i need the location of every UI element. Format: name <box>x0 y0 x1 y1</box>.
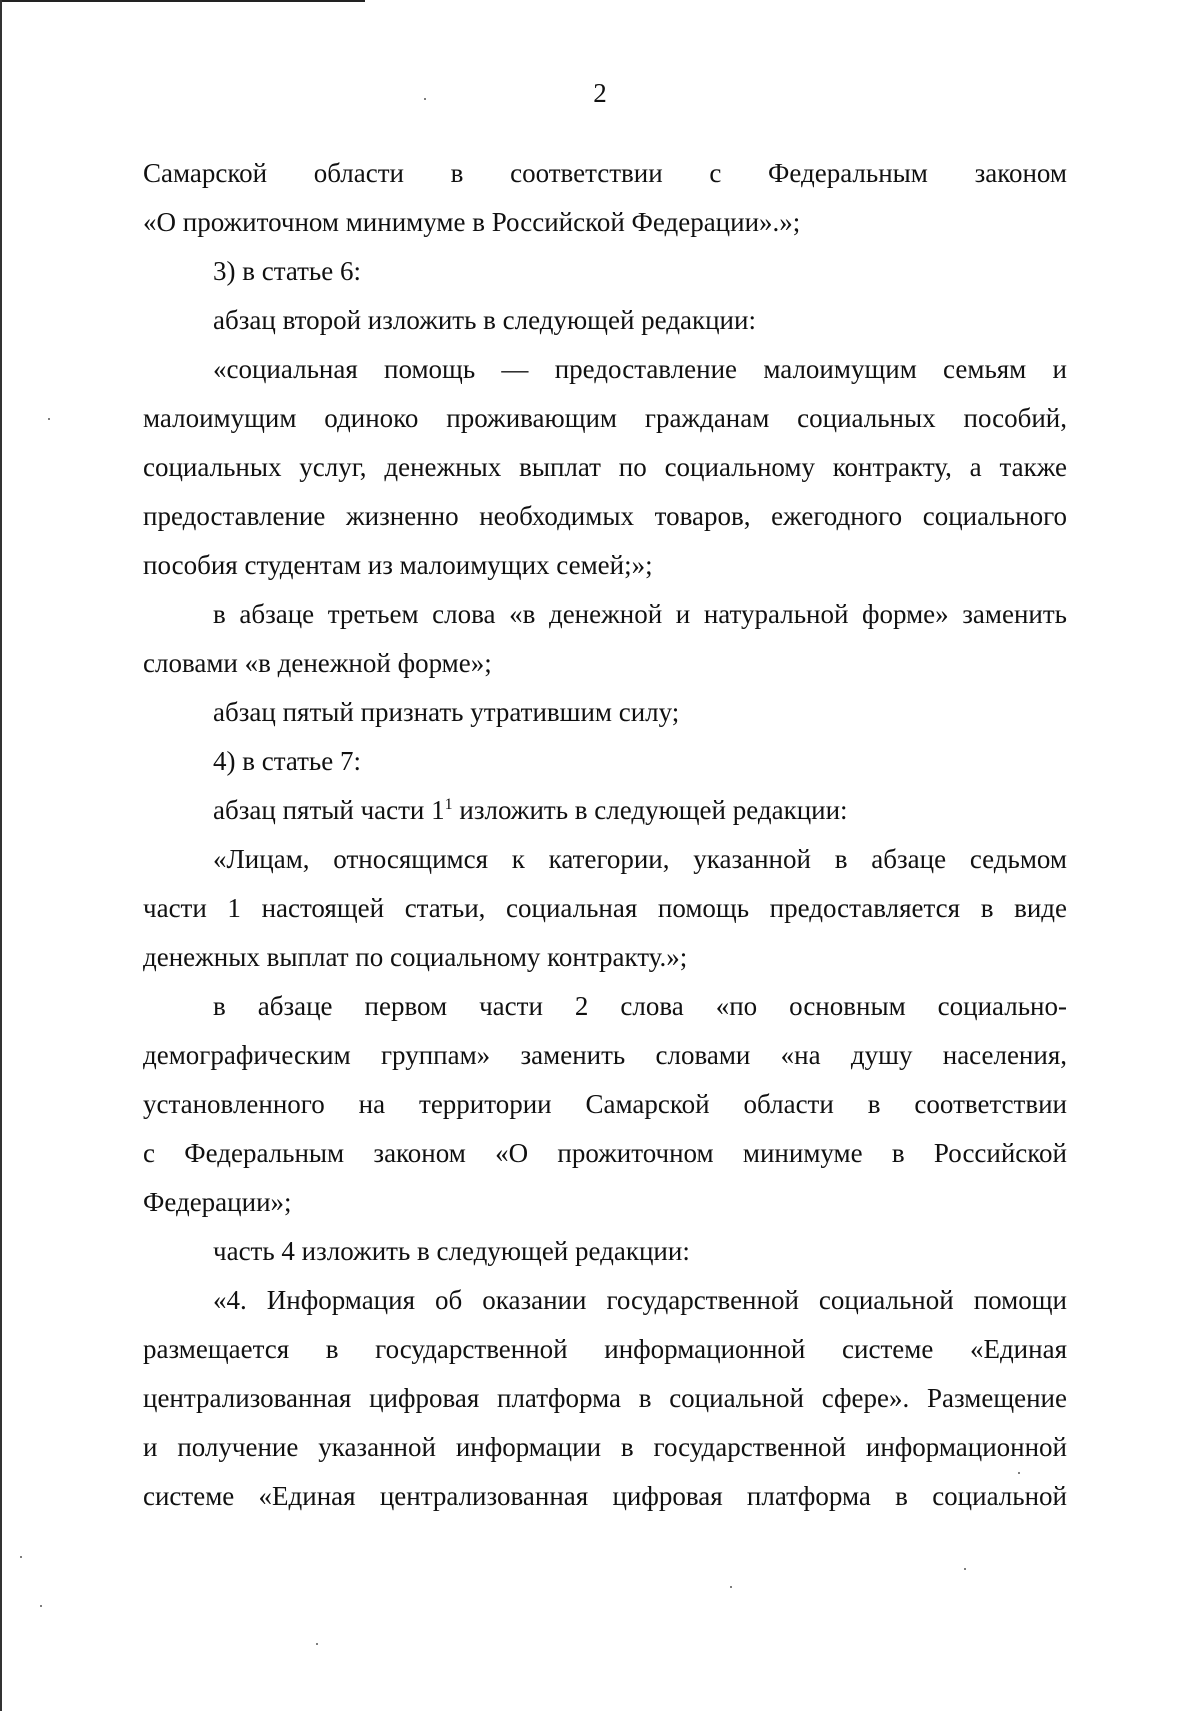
text-line: демографическим группам» заменить словами «на душу населения, <box>143 1040 1067 1070</box>
text-line: централизованная цифровая платформа в социальной сфере». Размещение <box>143 1383 1067 1413</box>
page-number: 2 <box>593 78 607 108</box>
scan-speck <box>40 1605 42 1607</box>
scan-speck <box>964 1568 966 1570</box>
document-body <box>143 149 1067 1521</box>
list-item-4: 4) в статье 7: <box>213 746 361 776</box>
text-line: с Федеральным законом «О прожиточном минимуме в Российской <box>143 1138 1067 1168</box>
text-line: «О прожиточном минимуме в Российской Федерации».»; <box>143 207 801 237</box>
text-line: установленного на территории Самарской области в соответствии <box>143 1089 1067 1119</box>
scan-speck <box>20 1556 22 1558</box>
quote-line: «социальная помощь — предоставление малоимущим семьям и <box>213 354 1067 384</box>
list-item-3: 3) в статье 6: <box>213 256 361 286</box>
text-line: части 1 настоящей статьи, социальная помощь предоставляется в виде <box>143 893 1067 923</box>
text-line: Самарской области в соответствии с Федеральным законом <box>143 158 1067 188</box>
text-line: денежных выплат по социальному контракту.»; <box>143 942 688 972</box>
scan-speck <box>424 98 426 100</box>
text-line: абзац пятый признать утратившим силу; <box>213 697 680 727</box>
text-line: в абзаце первом части 2 слова «по основным социально- <box>213 991 1067 1021</box>
superscript-index: 1 <box>444 796 453 813</box>
text-line: Федерации»; <box>143 1187 292 1217</box>
text-line: социальных услуг, денежных выплат по социальному контракту, а также <box>143 452 1067 482</box>
text-segment: изложить в следующей редакции: <box>452 795 848 825</box>
scan-speck <box>48 418 50 420</box>
text-line: часть 4 изложить в следующей редакции: <box>213 1236 690 1266</box>
text-line: абзац второй изложить в следующей редакции: <box>213 305 756 335</box>
scan-speck <box>1018 1472 1020 1474</box>
text-segment: абзац пятый части 1 <box>213 795 445 825</box>
quote-line: «Лицам, относящимся к категории, указанной в абзаце седьмом <box>213 844 1067 874</box>
scan-speck <box>316 1643 318 1645</box>
text-line: в абзаце третьем слова «в денежной и натуральной форме» заменить <box>213 599 1067 629</box>
scan-edge-left <box>0 0 2 1711</box>
text-line: и получение указанной информации в государственной информационной <box>143 1432 1067 1462</box>
text-line: пособия студентам из малоимущих семей;»; <box>143 550 653 580</box>
scan-speck <box>730 1586 732 1588</box>
text-line: предоставление жизненно необходимых товаров, ежегодного социального <box>143 501 1067 531</box>
text-line: системе «Единая централизованная цифровая платформа в социальной <box>143 1481 1067 1511</box>
quote-line: «4. Информация об оказании государственной социальной помощи <box>213 1285 1067 1315</box>
text-line: малоимущим одиноко проживающим гражданам социальных пособий, <box>143 403 1067 433</box>
text-line: размещается в государственной информационной системе «Единая <box>143 1334 1067 1364</box>
text-line: словами «в денежной форме»; <box>143 648 492 678</box>
text-line-superscript <box>143 786 1067 835</box>
scan-edge-top <box>0 0 365 2</box>
